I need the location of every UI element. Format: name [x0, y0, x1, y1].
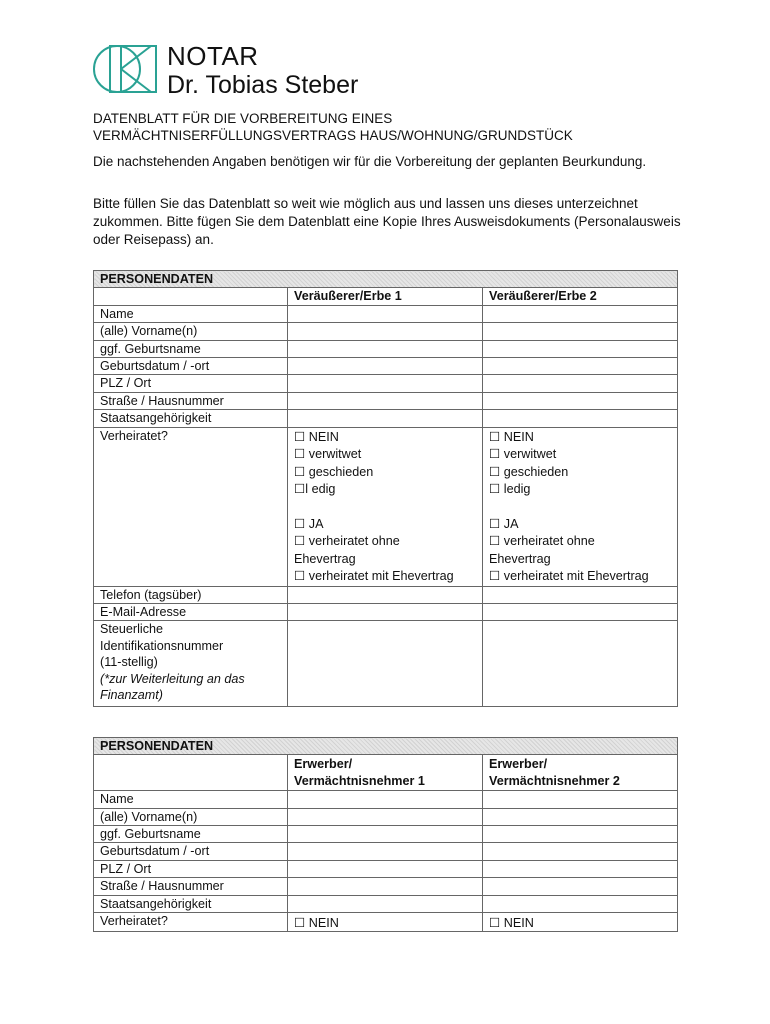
table-row — [94, 791, 678, 808]
input-cell[interactable] — [483, 586, 678, 603]
marital-status-row — [94, 427, 678, 586]
table-row — [94, 843, 678, 860]
input-cell[interactable] — [288, 860, 483, 877]
checkbox-ja[interactable]: ☐ JA — [294, 516, 324, 531]
tax-label-line: Identifikationsnummer — [100, 638, 224, 653]
tax-label-line: Steuerliche — [100, 622, 164, 637]
input-cell[interactable] — [483, 358, 678, 375]
row-label: Name — [94, 305, 288, 322]
person-data-table-buyer — [93, 737, 678, 932]
input-cell[interactable] — [288, 808, 483, 825]
input-cell[interactable] — [483, 392, 678, 409]
input-cell[interactable] — [288, 375, 483, 392]
input-cell[interactable] — [288, 392, 483, 409]
column-header-buyer-1 — [288, 755, 483, 791]
row-label: Straße / Hausnummer — [94, 392, 288, 409]
table-header: PERSONENDATEN — [94, 738, 678, 755]
row-label: (alle) Vorname(n) — [94, 808, 288, 825]
table-row — [94, 305, 678, 322]
input-cell[interactable] — [483, 323, 678, 340]
column-header-seller-2: Veräußerer/Erbe 2 — [483, 288, 678, 305]
input-cell[interactable] — [288, 323, 483, 340]
column-header-line: Vermächtnisnehmer 2 — [489, 773, 620, 788]
intro-text: Die nachstehenden Angaben benötigen wir für die Vorbereitung der geplanten Beurkundung. — [93, 154, 647, 169]
column-header-line: Erwerber/ — [294, 757, 353, 772]
empty-header-cell — [94, 288, 288, 305]
table-row — [94, 860, 678, 877]
instructions-text: Bitte füllen Sie das Datenblatt so weit wie möglich aus und lassen uns dieses unterzeichnet zukommen. Bitte fügen Sie dem Datenblatt eine Kopie Ihres Ausweisdokuments (Personalausweis oder Reisepass) an. — [93, 196, 681, 247]
column-header-seller-1: Veräußerer/Erbe 1 — [288, 288, 483, 305]
row-label: ggf. Geburtsname — [94, 340, 288, 357]
checkbox-verwitwet[interactable]: ☐ verwitwet — [294, 447, 362, 462]
input-cell[interactable] — [288, 895, 483, 912]
table-row — [94, 410, 678, 427]
input-cell[interactable] — [288, 340, 483, 357]
input-cell[interactable] — [288, 826, 483, 843]
input-cell[interactable] — [483, 826, 678, 843]
row-label: Name — [94, 791, 288, 808]
column-header-line: Erwerber/ — [489, 757, 548, 772]
tax-id-row — [94, 621, 678, 706]
marital-options-seller-1 — [288, 427, 483, 586]
row-label: PLZ / Ort — [94, 860, 288, 877]
checkbox-verheiratet-mit[interactable]: ☐ verheiratet mit Ehevertrag — [489, 569, 649, 584]
row-label: Staatsangehörigkeit — [94, 410, 288, 427]
input-cell[interactable] — [483, 791, 678, 808]
input-cell[interactable] — [483, 604, 678, 621]
input-cell[interactable] — [288, 843, 483, 860]
table-row — [94, 358, 678, 375]
checkbox-nein[interactable]: ☐ NEIN — [294, 429, 339, 444]
input-cell[interactable] — [288, 791, 483, 808]
input-cell[interactable] — [288, 604, 483, 621]
tax-label-note: Finanzamt) — [100, 688, 163, 703]
input-cell[interactable] — [483, 843, 678, 860]
input-cell[interactable] — [288, 358, 483, 375]
table-row — [94, 586, 678, 603]
row-label: Straße / Hausnummer — [94, 878, 288, 895]
checkbox-nein[interactable]: ☐ NEIN — [288, 913, 483, 932]
document-title — [93, 110, 693, 144]
row-label: E-Mail-Adresse — [94, 604, 288, 621]
table-row — [94, 392, 678, 409]
table-row — [94, 340, 678, 357]
checkbox-ledig[interactable]: ☐l edig — [294, 482, 336, 497]
row-label: Staatsangehörigkeit — [94, 895, 288, 912]
row-label — [94, 621, 288, 706]
notary-logo — [93, 41, 363, 101]
title-line-1: DATENBLATT FÜR DIE VORBEREITUNG EINES — [93, 111, 393, 126]
input-cell[interactable] — [483, 410, 678, 427]
input-cell[interactable] — [483, 878, 678, 895]
input-cell[interactable] — [483, 340, 678, 357]
input-cell[interactable] — [483, 808, 678, 825]
column-header-line: Vermächtnisnehmer 1 — [294, 773, 425, 788]
input-cell[interactable] — [288, 621, 483, 706]
checkbox-verheiratet-ohne[interactable]: ☐ verheiratet ohne — [489, 534, 595, 549]
person-data-table-seller — [93, 270, 678, 707]
table-row — [94, 604, 678, 621]
checkbox-verheiratet-mit[interactable]: ☐ verheiratet mit Ehevertrag — [294, 569, 454, 584]
checkbox-nein[interactable]: ☐ NEIN — [489, 429, 534, 444]
input-cell[interactable] — [288, 878, 483, 895]
checkbox-verheiratet-ohne-cont: Ehevertrag — [294, 551, 356, 566]
row-label: Verheiratet? — [94, 427, 288, 586]
title-line-2: VERMÄCHTNISERFÜLLUNGSVERTRAGS HAUS/WOHNUNG/GRUNDSTÜCK — [93, 128, 573, 143]
row-label: Verheiratet? — [94, 913, 288, 932]
checkbox-geschieden[interactable]: ☐ geschieden — [489, 464, 569, 479]
table-header: PERSONENDATEN — [94, 271, 678, 288]
checkbox-nein[interactable]: ☐ NEIN — [483, 913, 678, 932]
row-label: Geburtsdatum / -ort — [94, 843, 288, 860]
table-row — [94, 895, 678, 912]
checkbox-geschieden[interactable]: ☐ geschieden — [294, 464, 374, 479]
table-row — [94, 808, 678, 825]
marital-status-row — [94, 913, 678, 932]
tax-label-line: (11-stellig) — [100, 655, 158, 670]
logo-title: NOTAR — [167, 41, 259, 71]
checkbox-ledig[interactable]: ☐ ledig — [489, 482, 531, 497]
table-row — [94, 826, 678, 843]
checkbox-verwitwet[interactable]: ☐ verwitwet — [489, 447, 557, 462]
row-label: (alle) Vorname(n) — [94, 323, 288, 340]
row-label: Telefon (tagsüber) — [94, 586, 288, 603]
logo-mark-icon — [93, 43, 159, 95]
input-cell[interactable] — [288, 586, 483, 603]
checkbox-verheiratet-ohne-cont: Ehevertrag — [489, 551, 551, 566]
row-label: ggf. Geburtsname — [94, 826, 288, 843]
row-label: PLZ / Ort — [94, 375, 288, 392]
input-cell[interactable] — [483, 305, 678, 322]
table-row — [94, 323, 678, 340]
input-cell[interactable] — [483, 375, 678, 392]
checkbox-ja[interactable]: ☐ JA — [489, 516, 519, 531]
column-header-buyer-2 — [483, 755, 678, 791]
input-cell[interactable] — [288, 305, 483, 322]
table-row — [94, 375, 678, 392]
marital-options-seller-2 — [483, 427, 678, 586]
logo-name: Dr. Tobias Steber — [167, 71, 359, 99]
input-cell[interactable] — [483, 895, 678, 912]
input-cell[interactable] — [288, 410, 483, 427]
table-row — [94, 878, 678, 895]
input-cell[interactable] — [483, 621, 678, 706]
row-label: Geburtsdatum / -ort — [94, 358, 288, 375]
empty-header-cell — [94, 755, 288, 791]
tax-label-note: (*zur Weiterleitung an das — [100, 671, 245, 686]
checkbox-verheiratet-ohne[interactable]: ☐ verheiratet ohne — [294, 534, 400, 549]
input-cell[interactable] — [483, 860, 678, 877]
